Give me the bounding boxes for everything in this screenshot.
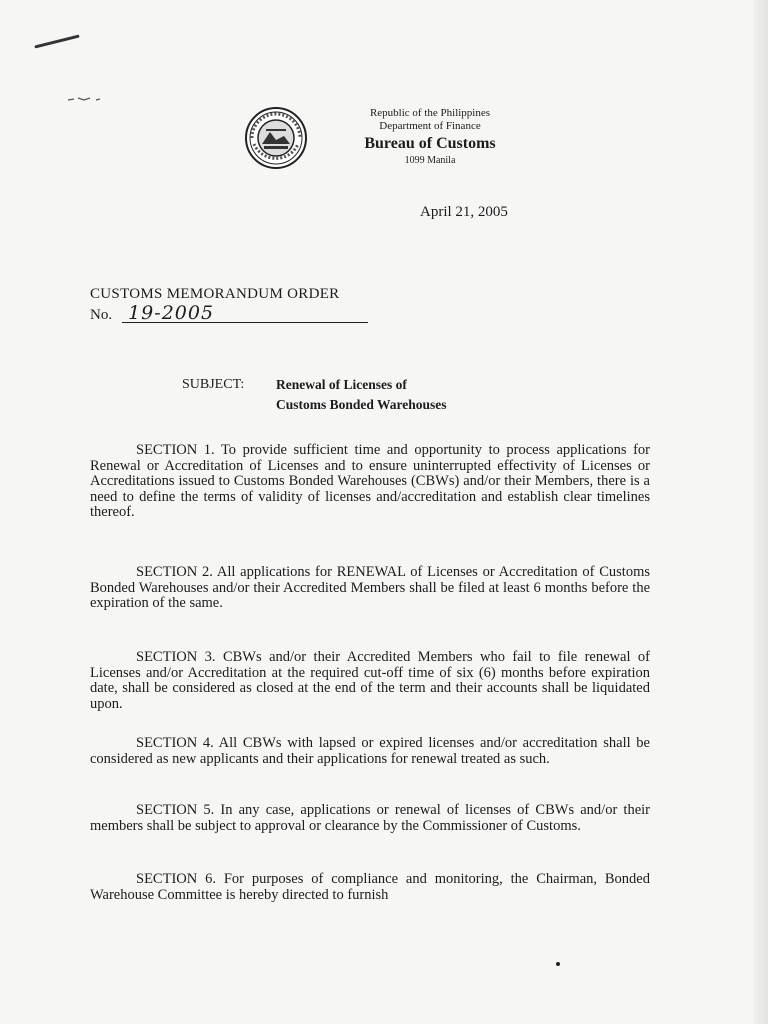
order-number — [90, 304, 368, 324]
subject-title-line1: Renewal of Licenses of — [276, 377, 407, 392]
letterhead-department: Department of Finance — [379, 120, 481, 132]
document-date: April 21, 2005 — [420, 204, 508, 220]
stray-scan-mark — [66, 96, 106, 102]
bureau-of-customs-seal-icon — [244, 106, 308, 170]
stray-pen-mark — [34, 34, 79, 48]
letterhead-bureau: Bureau of Customs — [364, 135, 496, 152]
order-number-handwritten: 19-2005 — [122, 304, 368, 323]
letterhead — [330, 106, 530, 167]
subject-title-line2: Customs Bonded Warehouses — [276, 397, 447, 412]
order-number-label: No. — [90, 307, 113, 323]
letterhead-republic: Republic of the Philippines — [369, 107, 491, 119]
letterhead-address: 1099 Manila — [404, 155, 456, 166]
section-3: SECTION 3. CBWs and/or their Accredited Members who fail to file renewal of Licenses and/or Accreditation at the required cut-off time of six (6) months before expiration date, shall be considered as closed at the end of the term and their accounts shall be liquidated upon. — [90, 649, 650, 712]
subject-label: SUBJECT: — [182, 377, 245, 392]
scan-speck — [556, 962, 560, 966]
section-1: SECTION 1. To provide sufficient time and opportunity to process applications for Renewal or Accreditation of Licenses and to ensure uninterrupted effectivity of Licenses or Accreditations issued to Customs Bonded Warehouses (CBWs) and/or their Members, there is a need to define the terms of validity of licenses and/accreditation and establish clear timelines thereof. — [90, 442, 650, 521]
section-2: SECTION 2. All applications for RENEWAL of Licenses or Accreditation of Customs Bonded Warehouses and/or their Accredited Members shall be filed at least 6 months before the expiration of the same. — [90, 564, 650, 612]
section-4: SECTION 4. All CBWs with lapsed or expired licenses and/or accreditation shall be considered as new applicants and their applications for renewal treated as such. — [90, 735, 650, 767]
subject-block — [182, 375, 447, 415]
order-heading: CUSTOMS MEMORANDUM ORDER — [90, 286, 340, 302]
section-6: SECTION 6. For purposes of compliance and monitoring, the Chairman, Bonded Warehouse Committee is hereby directed to furnish — [90, 871, 650, 903]
scan-edge-shadow — [754, 0, 768, 1024]
section-5: SECTION 5. In any case, applications or renewal of licenses of CBWs and/or their members shall be subject to approval or clearance by the Commissioner of Customs. — [90, 802, 650, 834]
